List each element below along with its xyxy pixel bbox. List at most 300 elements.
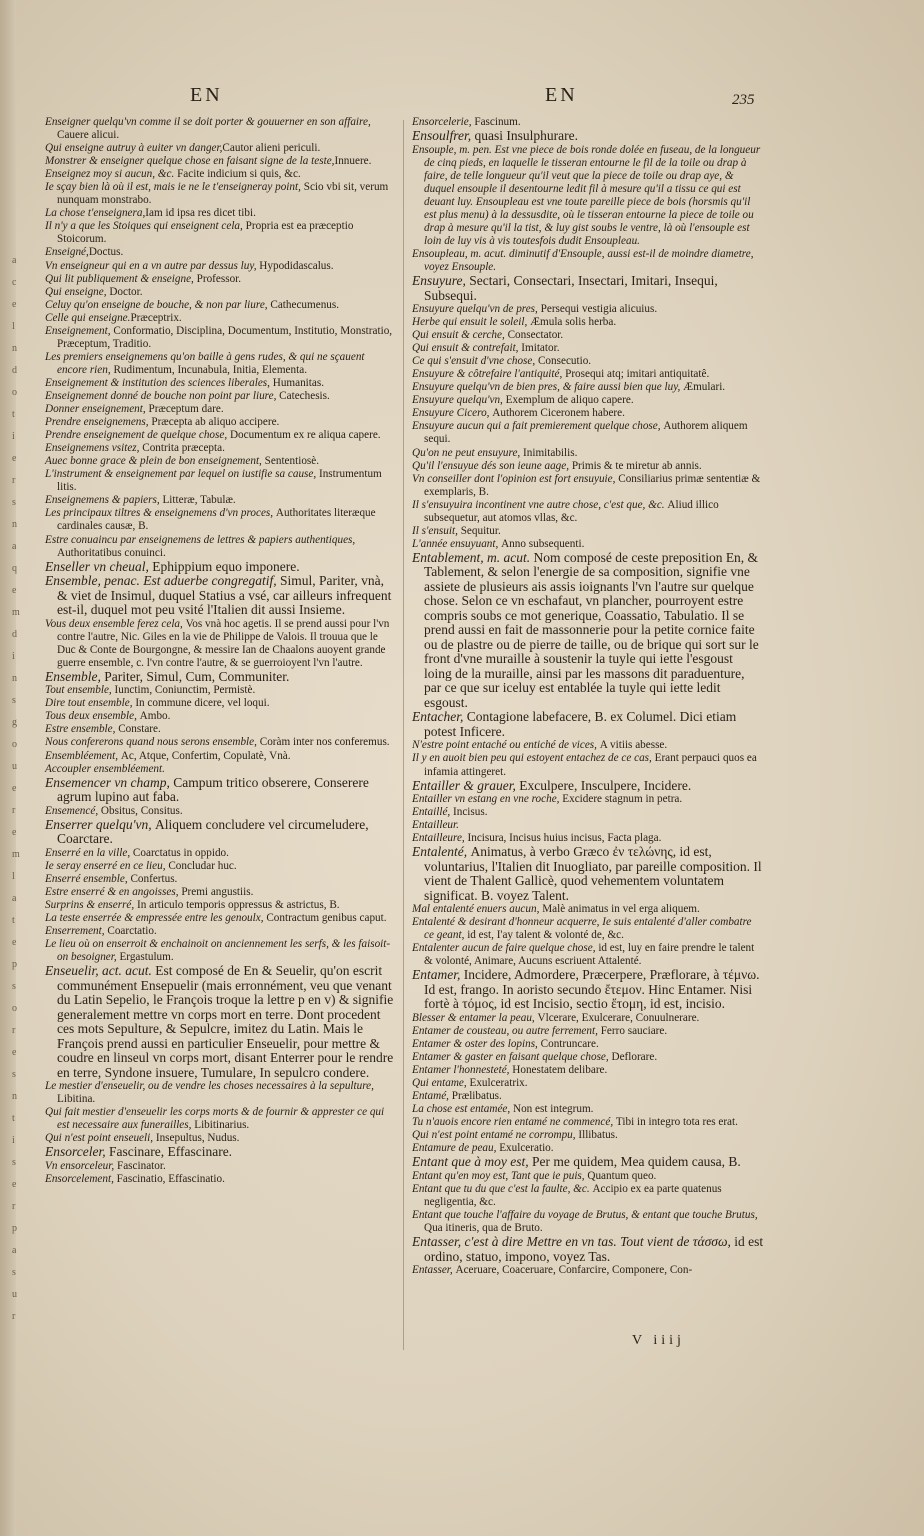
- entry-latin: Instrumentum litis.: [57, 468, 382, 494]
- entry-french: Qui n'est point entamé ne corrompu,: [412, 1129, 579, 1142]
- entry-latin: Constare.: [118, 723, 161, 736]
- entry-latin: Deflorare.: [611, 1051, 658, 1064]
- entry-latin: Aliquem concludere vel circumeludere, Coarctare.: [57, 816, 369, 847]
- entry-french: Monstrer & enseigner quelque chose en faisant signe de la teste,: [45, 155, 335, 168]
- entry-french: Enserré ensemble,: [45, 872, 131, 885]
- dictionary-entry: [412, 1235, 764, 1264]
- entry-french: L'instrument & enseignement par lequel on iustifie sa cause,: [45, 468, 319, 481]
- dictionary-entry: [45, 1173, 397, 1186]
- dictionary-entry: [412, 1264, 764, 1277]
- dictionary-entry: [412, 819, 764, 832]
- entry-latin: Authoritatibus conuinci.: [57, 546, 166, 559]
- entry-french: Enseignemens & papiers,: [45, 494, 163, 507]
- gutter-letter: t: [12, 1113, 15, 1124]
- entry-latin: Cautor alieni periculi.: [222, 142, 321, 155]
- dictionary-entry: [45, 847, 397, 860]
- dictionary-entry: [45, 207, 397, 220]
- entry-french: Qui enseigne,: [45, 285, 110, 298]
- entry-french: Qui fait mestier d'enseuelir les corps morts & de fournir & apprester ce qui est necessaire aux funerailles,: [45, 1106, 385, 1132]
- entry-french: Vn ensorceleur,: [45, 1159, 117, 1172]
- gutter-letter: i: [12, 1135, 15, 1146]
- gutter-letter: r: [12, 805, 16, 816]
- entry-french: Tu n'auois encore rien entamé ne commencé,: [412, 1116, 616, 1129]
- dictionary-entry: [412, 710, 764, 739]
- entry-latin: In articulo temporis oppressus & astrictus, B.: [137, 898, 340, 911]
- dictionary-entry: [412, 342, 764, 355]
- entry-latin: Iunctim, Coniunctim, Permistè.: [114, 684, 256, 697]
- entry-french: Entasser, c'est à dire Mettre en vn tas. Tout vient de τάσσω,: [412, 1234, 735, 1250]
- entry-french: Entamure de peau,: [412, 1142, 500, 1155]
- entry-latin: Fascinare, Effascinare.: [109, 1144, 233, 1160]
- dictionary-entry: [412, 752, 764, 778]
- entry-latin: Anno subsequenti.: [501, 537, 585, 550]
- entry-latin: id est ordino, statuo, impono, voyez Tas.: [424, 1234, 764, 1264]
- gutter-letter: o: [12, 1003, 17, 1014]
- dictionary-entry: [45, 142, 397, 155]
- gutter-letter: r: [12, 1025, 16, 1036]
- entry-french: Nous confererons quand nous serons ensemble,: [45, 736, 260, 749]
- dictionary-entry: [45, 938, 397, 964]
- entry-latin: Fascinum.: [474, 116, 521, 128]
- dictionary-entry: [45, 912, 397, 925]
- dictionary-entry: [45, 377, 397, 390]
- entry-latin: Facite indicium si quis, &c.: [177, 168, 301, 181]
- entry-latin: Excidere stagnum in petra.: [562, 793, 683, 806]
- dictionary-entry: [412, 739, 764, 752]
- entry-french: Entamé,: [412, 1090, 452, 1103]
- entry-latin: Præceptrix.: [130, 311, 182, 324]
- entry-french: Entailleure,: [412, 832, 468, 845]
- dictionary-entry: [412, 1183, 764, 1209]
- dictionary-entry: [412, 1090, 764, 1103]
- entry-french: Entailler & grauer,: [412, 777, 520, 793]
- dictionary-entry: [45, 260, 397, 273]
- entry-french: Tous deux ensemble,: [45, 710, 140, 723]
- entry-french: Qui entame,: [412, 1077, 470, 1090]
- entry-latin: Libitinarius.: [194, 1119, 250, 1132]
- entry-french: Enseller vn cheual,: [45, 558, 153, 574]
- dictionary-entry: [45, 455, 397, 468]
- dictionary-entry: [412, 1077, 764, 1090]
- entry-latin: Sectari, Consectari, Insectari, Imitari, Insequi, Subsequi.: [424, 273, 718, 303]
- dictionary-entry: [45, 860, 397, 873]
- entry-french: Blesser & entamer la peau,: [412, 1011, 538, 1024]
- gutter-letter: p: [12, 959, 17, 970]
- dictionary-entry: [45, 168, 397, 181]
- entry-french: Il s'ensuit,: [412, 524, 461, 537]
- entry-french: La chose t'enseignera,: [45, 207, 146, 220]
- gutter-letter: n: [12, 519, 17, 530]
- entry-french: Enserrement,: [45, 924, 108, 937]
- dictionary-entry: [45, 1160, 397, 1173]
- entry-french: Prendre enseignement de quelque chose,: [45, 429, 230, 442]
- gutter-letter: s: [12, 1157, 16, 1168]
- dictionary-entry: [412, 460, 764, 473]
- gutter-letter: e: [12, 453, 17, 464]
- entry-latin: Incisus.: [453, 806, 488, 819]
- gutter-letter: i: [12, 651, 15, 662]
- dictionary-entry: [45, 670, 397, 685]
- gutter-letter: t: [12, 409, 15, 420]
- dictionary-entry: [45, 494, 397, 507]
- entry-latin: Contractum genibus caput.: [266, 911, 387, 924]
- gutter-letter: e: [12, 1179, 17, 1190]
- gutter-letter: e: [12, 827, 17, 838]
- gutter-letter: e: [12, 585, 17, 596]
- gutter-letter: e: [12, 783, 17, 794]
- dictionary-entry: [412, 355, 764, 368]
- entry-french: Ensemble,: [45, 668, 105, 684]
- dictionary-entry: [45, 964, 397, 1080]
- gutter-letter: r: [12, 1311, 16, 1322]
- dictionary-entry: [45, 1080, 397, 1106]
- dictionary-entry: [412, 248, 764, 274]
- dictionary-entry: [45, 246, 397, 259]
- dictionary-entry: [412, 144, 764, 248]
- entry-french: Enseignement,: [45, 324, 114, 337]
- entry-french: Vn enseigneur qui en a vn autre par dessus luy,: [45, 259, 260, 272]
- dictionary-entry: [45, 273, 397, 286]
- dictionary-entry: [45, 736, 397, 749]
- entry-french: Entasser,: [412, 1264, 456, 1277]
- entry-french: Auec bonne grace & plein de bon enseignement,: [45, 455, 265, 468]
- entry-latin: Contruncare.: [540, 1038, 599, 1051]
- dictionary-entry: [412, 1025, 764, 1038]
- entry-french: Enseuelir, act. acut.: [45, 963, 156, 979]
- entry-latin: Libitina.: [57, 1093, 96, 1106]
- entry-french: Estre enserré & en angoisses,: [45, 885, 182, 898]
- entry-french: Entailleur.: [412, 819, 459, 832]
- dictionary-entry: [412, 473, 764, 499]
- gutter-letter: q: [12, 563, 17, 574]
- gutter-letter: l: [12, 321, 15, 332]
- entry-latin: Innuere.: [334, 155, 372, 168]
- entry-french: Vn conseiller dont l'opinion est fort ensuyuie,: [412, 472, 619, 485]
- entry-french: Ensorcelerie,: [412, 116, 475, 128]
- entry-latin: Præceptum dare.: [148, 403, 224, 416]
- gutter-letter: a: [12, 893, 17, 904]
- dictionary-entry: [45, 286, 397, 299]
- entry-latin: Rudimentum, Incunabula, Initia, Elementa.: [113, 363, 307, 376]
- entry-french: Ensorcelement,: [45, 1172, 117, 1185]
- entry-latin: Authorem aliquem sequi.: [424, 420, 748, 446]
- entry-french: Le lieu où on enserroit & enchainoit on anciennement les serfs, & les faisoit-on besoigner,: [45, 937, 391, 964]
- entry-latin: Fascinator.: [116, 1159, 166, 1172]
- gutter-letter: u: [12, 1289, 17, 1300]
- entry-french: Vous deux ensemble ferez cela,: [45, 617, 186, 630]
- dictionary-entry: [412, 1129, 764, 1142]
- gutter-letter: p: [12, 1223, 17, 1234]
- entry-french: La teste enserrée & empressée entre les genoulx,: [45, 911, 267, 924]
- page-number: 235: [732, 92, 755, 108]
- dictionary-entry: [412, 551, 764, 711]
- entry-latin: Doctus.: [88, 246, 124, 259]
- entry-french: Qui enseigne autruy à euiter vn danger,: [45, 142, 223, 155]
- entry-french: N'estre point entaché ou entiché de vices,: [412, 739, 600, 752]
- dictionary-entry: [412, 303, 764, 316]
- entry-french: Qu'il l'ensuyue dés son ieune aage,: [412, 459, 572, 472]
- dictionary-entry: [45, 1145, 397, 1160]
- gutter-letter: n: [12, 343, 17, 354]
- dictionary-entry: [412, 1116, 764, 1129]
- entry-french: Mal entalenté enuers aucun,: [412, 903, 543, 916]
- entry-latin: Cauere alicui.: [57, 129, 120, 142]
- entry-french: Entamer,: [412, 967, 464, 983]
- dictionary-entry: [412, 394, 764, 407]
- entry-latin: Prosequi atq; imitari antiquitatê.: [565, 368, 710, 381]
- entry-latin: Incidere, Admordere, Præcerpere, Præflorare, à τέμνω. Id est, frango. In aoristo secundo ἔτεμον. Hinc Entamer. Nisi fortè à τόμος, id est Incisio, sectio ἔτομη, id est, incisio.: [424, 967, 760, 1012]
- dictionary-entry: [412, 1103, 764, 1116]
- entry-latin: Ephippium equo imponere.: [152, 558, 300, 574]
- entry-french: Qui ensuit & contrefait,: [412, 342, 522, 355]
- entry-latin: Non est integrum.: [512, 1103, 594, 1116]
- gutter-letter: d: [12, 365, 17, 376]
- entry-french: Donner enseignement,: [45, 403, 149, 416]
- entry-french: Qui ensuit & cerche,: [412, 329, 508, 342]
- entry-french: Ensorceler,: [45, 1144, 109, 1160]
- entry-latin: Doctor.: [109, 285, 143, 298]
- dictionary-entry: [412, 381, 764, 394]
- entry-latin: Erant perpauci quos ea infamia attingeret.: [424, 752, 757, 778]
- entry-french: Entamer & gaster en faisant quelque chose,: [412, 1051, 612, 1064]
- entry-french: Entant que touche l'affaire du voyage de Brutus, & entant que touche Brutus,: [412, 1209, 758, 1222]
- entry-latin: Obsitus, Consitus.: [100, 804, 183, 817]
- entry-latin: Pariter, Simul, Cum, Communiter.: [104, 668, 290, 684]
- entry-latin: Malè animatus in vel erga aliquem.: [542, 903, 700, 916]
- entry-latin: Contagione labefacere, B. ex Columel. Dici etiam potest Inficere.: [424, 709, 737, 739]
- gutter-letter: a: [12, 1245, 17, 1256]
- dictionary-entry: [412, 942, 764, 968]
- dictionary-entry: [45, 507, 397, 533]
- gutter-letter: s: [12, 1069, 16, 1080]
- entry-french: Entalenté & desirant d'honneur acquerre, Ie suis entalenté d'aller combatre ce geant,: [412, 916, 752, 942]
- entry-latin: Incisura, Incisus huius incisus, Facta plaga.: [467, 832, 662, 845]
- dictionary-entry: [45, 899, 397, 912]
- entry-french: Ensuyure quelqu'vn de pres,: [412, 303, 541, 316]
- dictionary-entry: [45, 429, 397, 442]
- dictionary-entry: [412, 968, 764, 1012]
- entry-french: Entailler vn estang en vne roche,: [412, 793, 563, 806]
- entry-latin: Concludar huc.: [168, 859, 237, 872]
- entry-latin: Illibatus.: [578, 1129, 618, 1142]
- entry-french: Les principaux tiltres & enseignemens d'vn proces,: [45, 507, 276, 520]
- gutter-letter: u: [12, 761, 17, 772]
- left-column: [45, 116, 397, 1186]
- gutter-letter: r: [12, 1201, 16, 1212]
- entry-latin: Ergastulum.: [119, 951, 174, 964]
- entry-french: Enseignemens vsitez,: [45, 442, 143, 455]
- dictionary-entry: [412, 1064, 764, 1077]
- entry-latin: Fascinatio, Effascinatio.: [116, 1172, 225, 1185]
- entry-latin: Aliud illico subsequetur, aut atomos vllas, &c.: [424, 498, 719, 524]
- dictionary-entry: [45, 818, 397, 847]
- dictionary-entry: [412, 447, 764, 460]
- gutter-letter: l: [12, 871, 15, 882]
- dictionary-entry: [412, 916, 764, 942]
- entry-latin: Consectator.: [507, 329, 564, 342]
- gutter-letter: t: [12, 915, 15, 926]
- gutter-letter: s: [12, 497, 16, 508]
- entry-french: Enseignement & institution des sciences liberales,: [45, 376, 273, 389]
- entry-latin: Qua itineris, qua de Bruto.: [424, 1222, 543, 1235]
- entry-french: Qui lit publiquement & enseigne,: [45, 272, 197, 285]
- gutter-letter: s: [12, 1267, 16, 1278]
- entry-latin: Coràm inter nos conferemus.: [259, 736, 390, 749]
- dictionary-entry: [412, 329, 764, 342]
- dictionary-entry: [45, 618, 397, 670]
- entry-french: Ensuyure quelqu'vn,: [412, 394, 506, 407]
- entry-latin: Consecutio.: [537, 355, 592, 368]
- dictionary-entry: [412, 129, 764, 144]
- entry-french: Enserré en la ville,: [45, 846, 133, 859]
- entry-french: Celle qui enseigne.: [45, 311, 131, 324]
- dictionary-entry: [45, 723, 397, 736]
- entry-french: Il n'y a que les Stoiques qui enseignent cela,: [45, 220, 246, 233]
- entry-french: Il s'ensuyuira incontinent vne autre chose, c'est que, &c.: [412, 498, 668, 511]
- entry-french: Qu'on ne peut ensuyure,: [412, 446, 524, 459]
- entry-french: Ensuyure aucun qui a fait premierement quelque chose,: [412, 420, 664, 433]
- entry-french: Entalenter aucun de faire quelque chose,: [412, 942, 599, 955]
- entry-french: Ensouple, m. pen. Est vne piece de bois ronde dolée en fuseau, de la longueur de cinq pieds, en laquelle le tisseran entourne le fil de la toile ou drap à faire, de telle longueur qu'il veut que la piece de toile ou drap aye, & duquel ensouple il desentourne ledit fil à mesure qu'il a tissu ce qui est deuant luy. Ensoupleau est vne toute pareille piece de bois (horsmis qu'il est plus menu) à la dessusdite, où le tisseran entourne la piece de toile ou drap à mesure qu'il la tist, & luy gist soubs le ventre, là où l'ensouple est loin de luy vis à vis toutesfois dudit Ensoupleau.: [412, 143, 761, 247]
- dictionary-entry: [45, 299, 397, 312]
- dictionary-entry: [45, 403, 397, 416]
- dictionary-entry: [45, 684, 397, 697]
- entry-latin: Est composé de En & Seuelir, qu'on escrit communément Ensepuelir (mais erronnément, veu que venant du Latin Sepelio, le François troque la lettre p en v) & signifie generalement mettre vn corps mort en terre. Dont procedent ces mots Sepulture, & Sepulcre, imitez du Latin. Mais le François prend aussi en particulier Enseuelir, pour mettre & coudre en linseul vn corps mort, disant Enterrer pour le rendre en terre, Syndone insuere, Tumulare, In sepulcro condere.: [57, 963, 394, 1080]
- entry-latin: Coarctatus in oppido.: [132, 846, 229, 859]
- entry-latin: quasi Insulphurare.: [474, 128, 578, 144]
- entry-latin: Exulceratrix.: [469, 1077, 528, 1090]
- entry-french: Entablement, m. acut.: [412, 549, 534, 565]
- entry-french: Le mestier d'enseuelir, ou de vendre les choses necessaires à la sepulture,: [45, 1080, 374, 1093]
- gutter-letter: o: [12, 739, 17, 750]
- gutter-letter: e: [12, 937, 17, 948]
- entry-french: Estre conuaincu par enseignemens de lettres & papiers authentiques,: [45, 533, 356, 546]
- entry-french: Ensemencer vn champ,: [45, 774, 174, 790]
- entry-latin: id est, I'ay talent & volonté de, &c.: [467, 929, 624, 942]
- dictionary-entry: [45, 873, 397, 886]
- entry-latin: In commune dicere, vel loqui.: [135, 697, 270, 710]
- gutter-letter: e: [12, 1047, 17, 1058]
- entry-french: Les premiers enseignemens qu'on baille à gens rudes, & qui ne sçauent encore rien,: [45, 350, 365, 376]
- entry-latin: Humanitas.: [272, 376, 325, 389]
- entry-latin: Primis & te miretur ab annis.: [571, 459, 702, 472]
- gutter-letter: m: [12, 849, 20, 860]
- entry-french: Ce qui s'ensuit d'vne chose,: [412, 355, 538, 368]
- dictionary-entry: [45, 155, 397, 168]
- gutter-letter: n: [12, 673, 17, 684]
- entry-latin: Premi angustiis.: [181, 885, 254, 898]
- dictionary-entry: [412, 903, 764, 916]
- gutter-letter: s: [12, 695, 16, 706]
- dictionary-entry: [45, 325, 397, 351]
- entry-french: Celuy qu'on enseigne de bouche, & non par liure,: [45, 298, 271, 311]
- entry-latin: Nom composé de ceste preposition En, & Tablement, & selon l'energie de sa composition, signifie vne assiete de plusieurs ais assis ioignants l'vn l'autre sur quelque chose. Selon ce vn eschafaut, vn plancher, pourroyent estre compris soubs ce mot generique, Coassatio, Tabulatio. Il se prend aussi en fait de massonnerie pour la petite cornice faite ou de plastre ou de pierre de taille, ou de brique qui sort sur le front d'vne muraille à soustenir la tuyle qui iette l'esgoust loing de la muraille, ainsi par les massons dit paraduenture, par ce que sur iceluy est entablée la tuyle qui iette ledit esgoust.: [424, 549, 759, 710]
- dictionary-entry: [412, 1012, 764, 1025]
- signature-mark: V iiij: [632, 1333, 685, 1348]
- entry-french: Entamer de cousteau, ou autre ferrement,: [412, 1025, 601, 1038]
- entry-latin: Vos vnà hoc agetis. Il se prend aussi pour l'vn contre l'autre, Nic. Giles en la vie de Philippe de Valois. Il trouua que le Duc & Conte de Bourgongne, & messire Ian de Chaalons auoyent grande guerre ensemble, c. l'vn contre l'autre, & se guerroioyent l'vn l'autre.: [57, 617, 390, 669]
- entry-latin: Sententiosè.: [264, 455, 320, 468]
- dictionary-entry: [412, 1038, 764, 1051]
- dictionary-entry: [45, 697, 397, 710]
- entry-french: Tout ensemble,: [45, 684, 115, 697]
- entry-french: Entamer & oster des lopins,: [412, 1038, 541, 1051]
- entry-latin: Conformatio, Disciplina, Documentum, Institutio, Monstratio, Præceptum, Traditio.: [57, 324, 393, 350]
- entry-latin: Vlcerare, Exulcerare, Conuulnerare.: [537, 1011, 700, 1024]
- entry-latin: Consiliarius primæ sententiæ & exemplaris, B.: [424, 472, 761, 498]
- dictionary-entry: [45, 220, 397, 246]
- entry-latin: Exemplum de aliquo capere.: [505, 394, 634, 407]
- entry-french: Ensemencé,: [45, 804, 101, 817]
- entry-latin: Campum tritico obserere, Conserere agrum lupino aut faba.: [57, 774, 369, 805]
- entry-french: Enserrer quelqu'vn,: [45, 816, 155, 832]
- entry-french: Accoupler ensembléement.: [45, 762, 165, 775]
- gutter-letter: i: [12, 431, 15, 442]
- entry-latin: Confertus.: [130, 872, 178, 885]
- gutter-letter: d: [12, 629, 17, 640]
- entry-french: La chose est entamée,: [412, 1103, 513, 1116]
- dictionary-entry: [45, 574, 397, 618]
- entry-latin: Catechesis.: [279, 389, 330, 402]
- entry-latin: Accipio ex ea parte quatenus negligentia, &c.: [424, 1183, 722, 1209]
- gutter-letter: a: [12, 541, 17, 552]
- entry-french: Dire tout ensemble,: [45, 697, 136, 710]
- entry-latin: Aceruare, Coaceruare, Confarcire, Componere, Con-: [455, 1264, 693, 1277]
- entry-latin: Per me quidem, Mea quidem causa, B.: [531, 1154, 741, 1170]
- entry-french: Ensoupleau, m. acut. diminutif d'Ensouple, aussi est-il de moindre diametre, voyez Ensouple.: [412, 247, 754, 273]
- entry-latin: Contrita præcepta.: [142, 442, 225, 455]
- entry-latin: Authorem Ciceronem habere.: [492, 407, 625, 420]
- right-column: [412, 116, 764, 1277]
- entry-latin: Præcepta ab aliquo accipere.: [151, 416, 280, 429]
- dictionary-entry: [45, 181, 397, 207]
- dictionary-entry: [412, 793, 764, 806]
- entry-latin: Tibi in integro tota res erat.: [615, 1116, 738, 1129]
- dictionary-entry: [45, 390, 397, 403]
- dictionary-entry: [412, 368, 764, 381]
- dictionary-entry: [412, 274, 764, 303]
- gutter-letter: r: [12, 475, 16, 486]
- dictionary-entry: [412, 1155, 764, 1170]
- entry-french: Ie seray enserré en ce lieu,: [45, 859, 169, 872]
- entry-latin: A vitiis abesse.: [599, 739, 668, 752]
- entry-french: Ensuyure,: [412, 273, 470, 289]
- dictionary-entry: [412, 779, 764, 794]
- gutter-letter: a: [12, 255, 17, 266]
- entry-french: Enseignement donné de bouche non point par liure,: [45, 389, 280, 402]
- dictionary-entry: [45, 560, 397, 575]
- dictionary-entry: [412, 1209, 764, 1235]
- entry-french: Enseigner quelqu'vn comme il se doit porter & gouuerner en son affaire,: [45, 116, 371, 128]
- dictionary-entry: [45, 886, 397, 899]
- entry-latin: Propria est ea præceptio Stoicorum.: [57, 220, 354, 246]
- entry-french: Surprins & enserré,: [45, 898, 137, 911]
- entry-latin: Authoritates literæque cardinales causæ, B.: [57, 507, 376, 533]
- entry-latin: Honestatem delibare.: [512, 1064, 608, 1077]
- gutter-letter: s: [12, 981, 16, 992]
- gutter-letter: n: [12, 1091, 17, 1102]
- entry-latin: Coarctatio.: [107, 924, 157, 937]
- entry-french: Ensuyure quelqu'vn de bien pres, & faire aussi bien que luy,: [412, 381, 684, 394]
- entry-french: Entacher,: [412, 709, 467, 725]
- entry-french: L'année ensuyuant,: [412, 537, 502, 550]
- entry-latin: Iam id ipsa res dicet tibi.: [145, 207, 256, 220]
- column-divider: [403, 120, 404, 1350]
- right-running-head: EN: [545, 84, 578, 106]
- gutter-letter: g: [12, 717, 17, 728]
- entry-french: Ensembléement,: [45, 749, 121, 762]
- gutter-letter: o: [12, 387, 17, 398]
